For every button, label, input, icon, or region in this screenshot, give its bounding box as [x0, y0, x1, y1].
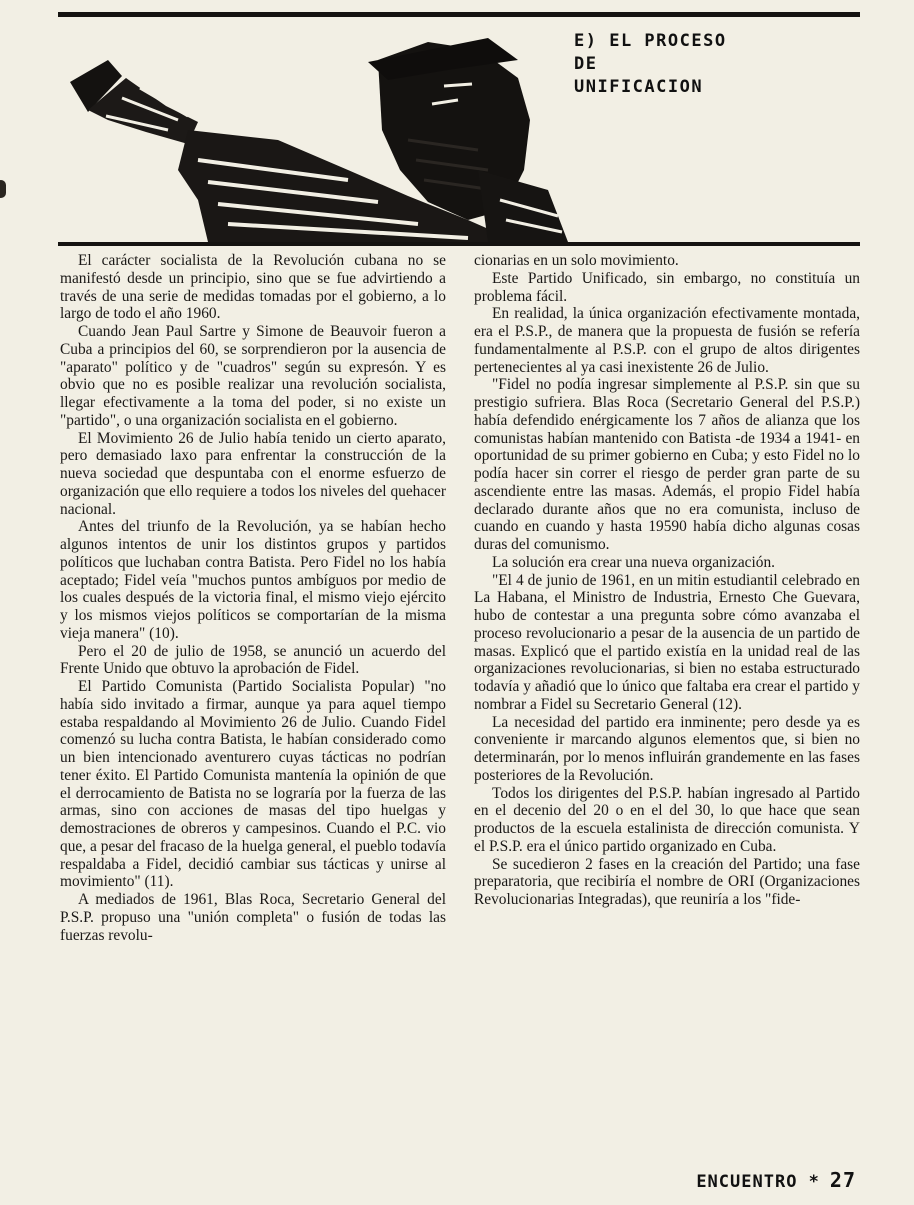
article-body [60, 252, 860, 1157]
fighter-with-raised-arm-drawing [48, 20, 568, 242]
paragraph: El Movimiento 26 de Julio había tenido un cierto aparato, pero demasiado laxo para enfrentar la construcción de la nueva sociedad que despuntaba con el enorme esfuerzo de organización que ello requiere a todos los niveles del quehacer nacional. [60, 429, 446, 518]
text-column-right [474, 252, 860, 1157]
paragraph: Todos los dirigentes del P.S.P. habían ingresado al Partido en el decenio del 20 o en el del 30, lo que hace que sean productos de la escuela estalinista de dirección comunista. Y el P.S.P. era el único partido organizado en Cuba. [474, 784, 860, 855]
paragraph: Pero el 20 de julio de 1958, se anunció un acuerdo del Frente Unido que obtuvo la aprobación de Fidel. [60, 642, 446, 678]
page-number: 27 [829, 1168, 856, 1192]
header-divider-rule [58, 242, 860, 246]
binder-hole [0, 180, 6, 198]
magazine-name: ENCUENTRO * [696, 1172, 820, 1192]
text-column-left [60, 252, 446, 1157]
paragraph: Este Partido Unificado, sin embargo, no constituía un problema fácil. [474, 269, 860, 305]
section-title-line-1: E) EL PROCESO [574, 31, 727, 51]
paragraph: La necesidad del partido era inminente; pero desde ya es conveniente ir marcando algunos elementos que, si bien no determinarán, por lo menos influirán grandemente en las fases posteriores de la Revolución. [474, 713, 860, 784]
guerrilla-illustration [48, 20, 568, 242]
paragraph: El Partido Comunista (Partido Socialista Popular) "no había sido invitado a firmar, aunque ya para aquel tiempo estaba respaldando al Movimiento 26 de Julio. Cuando Fidel comenzó su lucha contra Batista, le habían considerado como un bien intencionado aventurero cuyas tácticas no podrían tener éxito. El Partido Comunista mantenía la opinión de que el derrocamiento de Batista no se lograría por la fuerza de las armas, sino con acciones de masas del tipo huelgas y demostraciones de obreros y campesinos. Cuando el P.C. vio que, a pesar del fracaso de la huelga general, el pueblo todavía respaldaba a Fidel, decidió cambiar sus tácticas y unirse al movimiento" (11). [60, 678, 446, 891]
paragraph: "Fidel no podía ingresar simplemente al P.S.P. sin que su prestigio sufriera. Blas Roca (Secretario General del P.S.P.) había defendido enérgicamente los 7 años de alianza que los comunistas habían mantenido con Batista -de 1934 a 1941- en oportunidad de su primer gobierno en Cuba; y esto Fidel no lo podía hacer sin correr el riesgo de perder gran parte de su ascendiente entre las masas. Además, el propio Fidel había declarado durante años que no era comunista, incluso de cuando en cuando y hasta 19590 había dicho algunas cosas duras del comunismo. [474, 376, 860, 553]
paragraph: A mediados de 1961, Blas Roca, Secretario General del P.S.P. propuso una "unión completa" o fusión de todas las fuerzas revolu- [60, 891, 446, 944]
paragraph: El carácter socialista de la Revolución cubana no se manifestó desde un principio, sino que se fue advirtiendo a través de una serie de medidas tomadas por el gobierno, a lo largo de todo el año 1960. [60, 252, 446, 323]
paragraph: Se sucedieron 2 fases en la creación del Partido; una fase preparatoria, que recibiría el nombre de ORI (Organizaciones Revolucionarias Integradas), que reuniría a los "fide- [474, 855, 860, 908]
page-footer [696, 1168, 856, 1192]
paragraph: En realidad, la única organización efectivamente montada, era el P.S.P., de manera que la propuesta de fusión se refería fundamentalmente al P.S.P. con el grupo de altos dirigentes pertenecientes al ya casi inexistente 26 de Julio. [474, 305, 860, 376]
section-title-line-2: DE [574, 54, 598, 74]
section-title [574, 30, 727, 99]
paragraph: Cuando Jean Paul Sartre y Simone de Beauvoir fueron a Cuba a principios del 60, se sorprendieron por la ausencia de "aparato" político y de "cuadros" según su expresón. Y es obvio que no es posible realizar una revolución socialista, llegar efectivamente a la toma del poder, si no existe un "partido", o una organización socialista en el gobierno. [60, 323, 446, 429]
paragraph: "El 4 de junio de 1961, en un mitin estudiantil celebrado en La Habana, el Ministro de Industria, Ernesto Che Guevara, hubo de contestar a una pregunta sobre cómo avanzaba el proceso revolucionario a pesar de la ausencia de un partido de masas. Explicó que el partido existía en la unidad real de las organizaciones revolucionarias, si bien no estaba estructurado todavía y añadió que lo único que faltaba era crear el partido y nombrar a Fidel su Secretario General (12). [474, 571, 860, 713]
paragraph: La solución era crear una nueva organización. [492, 553, 776, 571]
section-title-line-3: UNIFICACION [574, 77, 704, 97]
paragraph-continuation: cionarias en un solo movimiento. [474, 252, 679, 269]
paragraph: Antes del triunfo de la Revolución, ya se habían hecho algunos intentos de unir los distintos grupos y partidos políticos que luchaban contra Batista. Pero Fidel no los había aceptado; Fidel veía "muchos puntos ambíguos por medio de los cuales después de la victoria final, el mismo viejo ejército y los mismos viejos políticos se comportarían de la misma vieja manera" (10). [60, 518, 446, 642]
top-rule [58, 12, 860, 17]
